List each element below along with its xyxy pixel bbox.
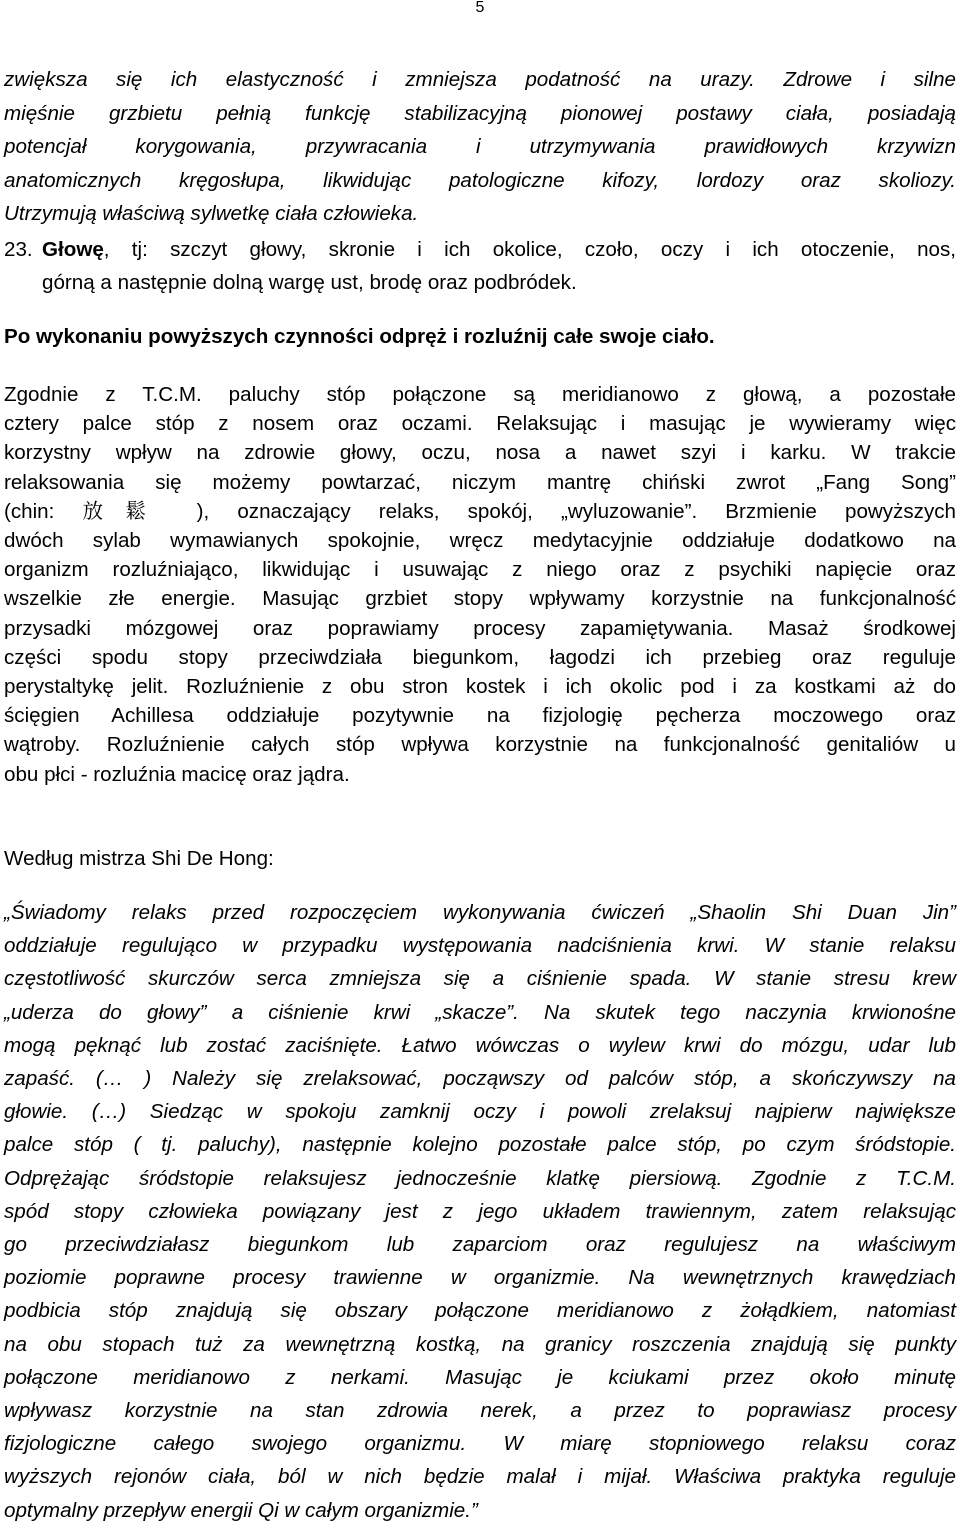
text-line: (chin: 放鬆 ), oznaczający relaks, spokój, „wyluzowanie”. Brzmienie powyższych — [4, 499, 956, 523]
item23-line2: górną a następnie dolną wargę ust, brodę oraz podbródek. — [42, 271, 577, 294]
text-line: Zgodnie z T.C.M. paluchy stóp połączone są meridianowo z głową, a pozostałe — [4, 383, 956, 406]
item23-line1-rest: , tj: szczyt głowy, skronie i ich okolice, czoło, oczy i ich otoczenie, nos, — [103, 238, 956, 261]
text-line: ścięgien Achillesa oddziałuje pozytywnie na fizjologię pęcherza moczowego oraz — [4, 704, 956, 728]
text-line: mogą pęknąć lub zostać zaciśnięte. Łatwo wówczas o wylew krwi do mózgu, udar lub — [4, 1033, 956, 1057]
text-line: połączone meridianowo z nerkami. Masując je kciukami przez około minutę — [4, 1365, 956, 1389]
item23-line1 — [42, 236, 956, 264]
text-line: „uderza do głowy” a ciśnienie krwi „skacze”. Na skutek tego naczynia krwionośne — [4, 1000, 956, 1024]
text-line: wpływasz korzystnie na stan zdrowia nerek, a przez to poprawiasz procesy — [4, 1399, 956, 1422]
text-line: perystaltykę jelit. Rozluźnienie z obu stron kostek i ich okolic pod i za kostkami aż do — [4, 675, 956, 698]
text-line: częstotliwość skurczów serca zmniejsza się a ciśnienie spada. W stanie stresu krew — [4, 967, 956, 991]
text-line: Utrzymują właściwą sylwetkę ciała człowieka. — [4, 202, 419, 225]
text-line: palce stóp ( tj. paluchy), następnie kolejno pozostałe palce stóp, po czym śródstopie. — [4, 1133, 956, 1157]
text-line: dwóch sylab wymawianych spokojnie, wręcz medytacyjnie oddziałuje dodatkowo na — [4, 529, 956, 552]
text-line: anatomicznych kręgosłupa, likwidując patologiczne kifozy, lordozy oraz skoliozy. — [4, 168, 956, 192]
bold-note: Po wykonaniu powyższych czynności odpręż i rozluźnij całe swoje ciało. — [4, 325, 715, 348]
text-line: podbicia stóp znajdują się obszary połączone meridianowo z żołądkiem, natomiast — [4, 1299, 956, 1323]
text-line: cztery palce stóp z nosem oraz oczami. Relaksując i masując je wywieramy więc — [4, 412, 956, 436]
master-heading: Według mistrza Shi De Hong: — [4, 847, 274, 870]
text-line: organizm rozluźniająco, likwidując i usuwając z niego oraz z psychiki napięcie oraz — [4, 558, 956, 582]
text-line: przysadki mózgowej oraz poprawiamy procesy zapamiętywania. Masaż środkowej — [4, 616, 956, 640]
text-line: fizjologiczne całego swojego organizmu. W miarę stopniowego relaksu coraz — [4, 1432, 956, 1456]
text-line: oddziałuje regulująco w przypadku występowania nadciśnienia krwi. W stanie relaksu — [4, 934, 956, 958]
page-number: 5 — [475, 0, 485, 16]
text-line: wszelkie złe energie. Masując grzbiet stopy wpływamy korzystnie na funkcjonalność — [4, 587, 956, 611]
text-line: „Świadomy relaks przed rozpoczęciem wykonywania ćwiczeń „Shaolin Shi Duan Jin” — [4, 901, 956, 924]
text-line: korzystny wpływ na zdrowie głowy, oczu, nosa a nawet szyi i karku. W trakcie — [4, 441, 956, 465]
item23-bold: Głowę — [42, 238, 104, 261]
text-line: optymalny przepływ energii Qi w całym organizmie.” — [4, 1498, 478, 1522]
text-line: zapaść. (… ) Należy się zrelaksować, począwszy od palców stóp, a skończywszy na — [4, 1067, 956, 1090]
text-line: wątroby. Rozluźnienie całych stóp wpływa korzystnie na funkcjonalność genitaliów u — [4, 733, 956, 757]
text-line: części spodu stopy przeciwdziała biegunkom, łagodzi ich przebieg oraz reguluje — [4, 645, 956, 669]
text-line: zwiększa się ich elastyczność i zmniejsza podatność na urazy. Zdrowe i silne — [4, 68, 956, 91]
text-line: spód stopy człowieka powiązany jest z jego układem trawiennym, zatem relaksując — [4, 1199, 956, 1223]
text-line: na obu stopach tuż za wewnętrzną kostką, na granicy roszczenia znajdują się punkty — [4, 1332, 956, 1356]
text-line: potencjał korygowania, przywracania i utrzymywania prawidłowych krzywizn — [4, 135, 956, 158]
text-line: Odprężając śródstopie relaksujesz jednocześnie klatkę piersiową. Zgodnie z T.C.M. — [4, 1166, 956, 1190]
text-line: go przeciwdziałasz biegunkom lub zaparciom oraz regulujesz na właściwym — [4, 1233, 956, 1256]
text-line: głowie. (…) Siedząc w spokoju zamknij oczy i powoli zrelaksuj najpierw największe — [4, 1100, 956, 1124]
text-line: mięśnie grzbietu pełnią funkcję stabilizacyjną pionowej postawy ciała, posiadają — [4, 101, 956, 125]
text-line: obu płci - rozluźnia macicę oraz jądra. — [4, 762, 350, 786]
text-line: poziomie poprawne procesy trawienne w organizmie. Na wewnętrznych krawędziach — [4, 1266, 956, 1290]
text-line: wyższych rejonów ciała, ból w nich będzie malał i mijał. Właściwa praktyka reguluje — [4, 1465, 956, 1489]
list-number: 23. — [4, 238, 33, 261]
text-line: relaksowania się możemy powtarzać, niczym mantrę chiński zwrot „Fang Song” — [4, 470, 956, 494]
